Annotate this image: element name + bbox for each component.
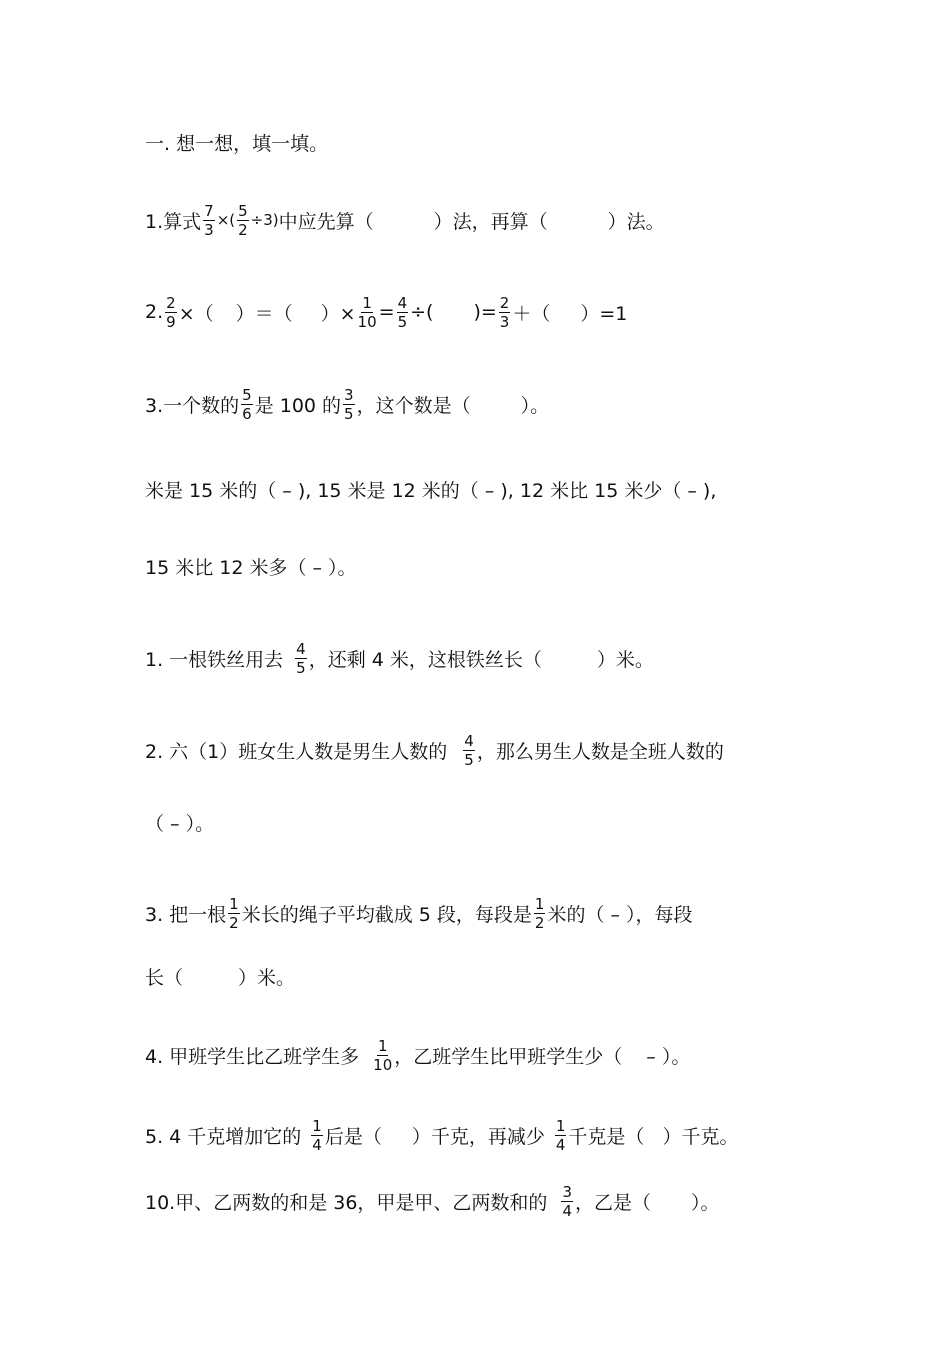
p3-prefix: 3. 把一根 bbox=[145, 903, 227, 926]
p3-text-1: 米长的绳子平均截成 5 段，每段是 bbox=[241, 903, 532, 926]
p4-fraction: $\frac{1}{10}$ bbox=[373, 1036, 393, 1074]
p5-text-1: 后是（ bbox=[324, 1125, 382, 1148]
question-2 bbox=[145, 287, 627, 337]
q2-text-2: ）＝（ bbox=[235, 302, 293, 325]
problem-2 bbox=[145, 725, 724, 775]
q2-text-5: ÷( bbox=[410, 301, 434, 323]
p2-prefix: 2. 六（1）班女生人数是男生人数的 bbox=[145, 740, 448, 763]
p5-text-2: ）千克，再减少 bbox=[411, 1125, 545, 1148]
p10-text-1: ，乙是（ bbox=[574, 1191, 651, 1214]
p3-line-2-end: ）米。 bbox=[238, 966, 296, 989]
q3-text-3: ）。 bbox=[520, 394, 550, 417]
q2-fraction-1: $\frac{2}{9}$ bbox=[166, 293, 176, 331]
p4-prefix: 4. 甲班学生比乙班学生多 bbox=[145, 1045, 360, 1068]
p5-text-4: ）千克。 bbox=[662, 1125, 739, 1148]
question-3 bbox=[145, 379, 549, 429]
q4-line-2-text: 15 米比 12 米多（ – ）。 bbox=[145, 556, 357, 579]
p3-fraction-2: $\frac{1}{2}$ bbox=[534, 894, 545, 932]
q1-operator-1: ×( bbox=[216, 211, 236, 229]
q1-fraction-1: $\frac{7}{3}$ bbox=[204, 201, 214, 239]
problem-4 bbox=[145, 1030, 690, 1080]
problem-5 bbox=[145, 1110, 738, 1160]
p5-text-3: 千克是（ bbox=[568, 1125, 645, 1148]
q1-fraction-2: $\frac{5}{2}$ bbox=[238, 201, 248, 239]
q2-text-6: )= bbox=[473, 301, 497, 323]
p1-text-1: ，还剩 4 米，这根铁丝长（ bbox=[308, 648, 542, 671]
q3-prefix: 3.一个数的 bbox=[145, 394, 240, 417]
p2-line-2-text: （ – ）。 bbox=[145, 812, 215, 835]
p2-fraction: $\frac{4}{5}$ bbox=[464, 731, 474, 769]
q1-text: 中应先算（ bbox=[278, 210, 374, 233]
p3-fraction-1: $\frac{1}{2}$ bbox=[229, 894, 239, 932]
question-1 bbox=[145, 195, 665, 245]
p10-text-2: ）。 bbox=[691, 1191, 720, 1214]
p2-text-1: ，那么男生人数是全班人数的 bbox=[476, 740, 724, 763]
q4-line-1-text: 米是 15 米的（ – ), 15 米是 12 米的（ – ), 12 米比 15 米少（ – ), bbox=[145, 479, 717, 502]
q1-prefix: 1.算式 bbox=[145, 210, 202, 233]
problem-1 bbox=[145, 633, 654, 683]
q1-text-3: ）法。 bbox=[607, 210, 665, 233]
p3-text-2: 米的（ – ），每段 bbox=[547, 903, 693, 926]
p1-prefix: 1. 一根铁丝用去 bbox=[145, 648, 284, 671]
q2-fraction-3: $\frac{4}{5}$ bbox=[397, 293, 408, 331]
q2-fraction-4: $\frac{2}{3}$ bbox=[499, 293, 510, 331]
question-4-line-1 bbox=[145, 464, 716, 514]
p5-prefix: 5. 4 千克增加它的 bbox=[145, 1125, 302, 1148]
p5-fraction-2: $\frac{1}{4}$ bbox=[555, 1116, 566, 1154]
p10-prefix: 10.甲、乙两数的和是 36，甲是甲、乙两数和的 bbox=[145, 1191, 548, 1214]
q2-fraction-2: $\frac{1}{10}$ bbox=[357, 293, 377, 331]
q3-fraction-2: $\frac{3}{5}$ bbox=[344, 385, 354, 423]
q2-text-4: = bbox=[378, 301, 395, 323]
question-4-line-2 bbox=[145, 541, 357, 591]
q1-operator-2: ÷3) bbox=[250, 211, 279, 229]
q2-text-8: ）=1 bbox=[580, 302, 628, 325]
q1-text-2: ）法，再算（ bbox=[433, 210, 548, 233]
section-title: 一. 想一想，填一填。 bbox=[145, 132, 329, 155]
p10-fraction: $\frac{3}{4}$ bbox=[562, 1182, 572, 1220]
q3-text-1: 是 100 的 bbox=[254, 394, 342, 417]
section-title-line bbox=[145, 117, 328, 167]
problem-3 bbox=[145, 888, 693, 938]
problem-3-line-2 bbox=[145, 951, 295, 1001]
q2-text-7: ＋（ bbox=[512, 302, 551, 325]
p4-text-2: – ）。 bbox=[646, 1045, 691, 1068]
q3-fraction-1: $\frac{5}{6}$ bbox=[242, 385, 252, 423]
q3-text-2: ，这个数是（ bbox=[356, 394, 471, 417]
p3-line-2-text: 长（ bbox=[145, 966, 184, 989]
problem-10 bbox=[145, 1176, 720, 1226]
q2-text-1: ×（ bbox=[178, 302, 214, 325]
problem-2-line-2 bbox=[145, 797, 214, 847]
q2-text-3: ）× bbox=[320, 302, 356, 325]
p1-fraction: $\frac{4}{5}$ bbox=[296, 639, 306, 677]
p4-text-1: ，乙班学生比甲班学生少（ bbox=[394, 1045, 623, 1068]
q2-prefix: 2. bbox=[145, 301, 164, 323]
p5-fraction-1: $\frac{1}{4}$ bbox=[312, 1116, 322, 1154]
p1-text-2: ）米。 bbox=[596, 648, 654, 671]
